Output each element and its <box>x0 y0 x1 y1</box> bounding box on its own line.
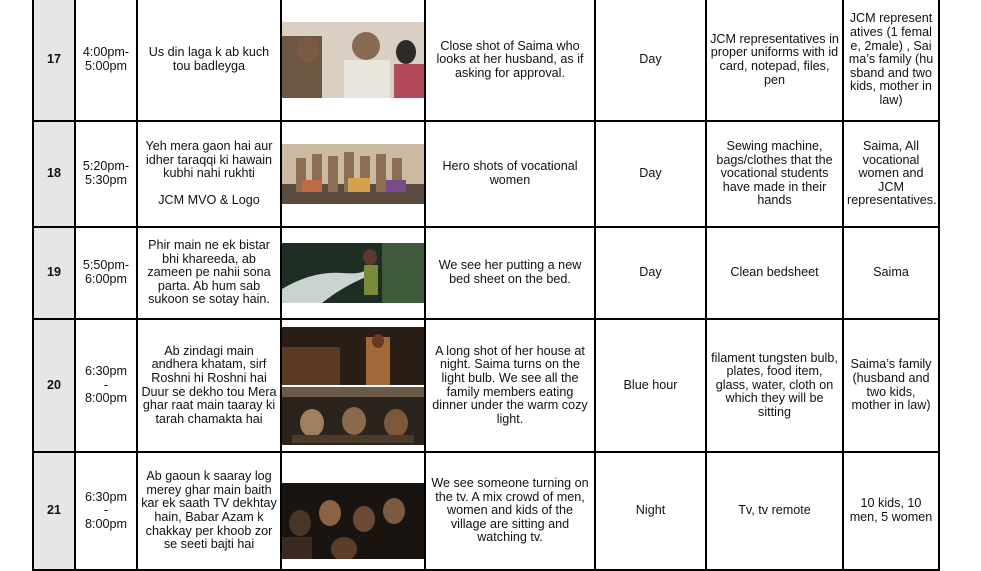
time-cell: 5:50pm- 6:00pm <box>75 227 137 319</box>
table-row <box>33 121 939 227</box>
time-of-day: Night <box>595 452 706 570</box>
table-row <box>33 0 939 121</box>
storyboard-frame <box>281 452 425 570</box>
shot-description: A long shot of her house at night. Saima turns on the light bulb. We see all the family members eating dinner under the warm cozy light. <box>425 319 595 452</box>
shot-description: Close shot of Saima who looks at her husband, as if asking for approval. <box>425 0 595 121</box>
dialogue-cell: Yeh mera gaon hai aur idher taraqqi ki hawain kubhi nahi rukhti JCM MVO & Logo <box>137 121 281 227</box>
scene-number: 17 <box>33 0 75 121</box>
shot-description: We see her putting a new bed sheet on the bed. <box>425 227 595 319</box>
storyboard-frame <box>281 227 425 319</box>
table-row <box>33 452 939 570</box>
storyboard-image <box>282 243 424 303</box>
cast-cell: JCM representatives (1 female, 2male) , Saima’s family (husband and two kids, mother in law) <box>843 0 939 121</box>
table-row <box>33 319 939 452</box>
time-cell: 5:20pm- 5:30pm <box>75 121 137 227</box>
time-of-day: Blue hour <box>595 319 706 452</box>
cast-cell: 10 kids, 10 men, 5 women <box>843 452 939 570</box>
props-cell: Tv, tv remote <box>706 452 843 570</box>
table-row <box>33 227 939 319</box>
time-cell: 4:00pm- 5:00pm <box>75 0 137 121</box>
storyboard-image <box>282 144 424 204</box>
storyboard-frame <box>281 0 425 121</box>
scene-number: 20 <box>33 319 75 452</box>
dialogue-cell: Phir main ne ek bistar bhi khareeda, ab zameen pe nahii sona parta. Ab hum sab sukoon se sotay hain. <box>137 227 281 319</box>
props-cell: filament tungsten bulb, plates, food item, glass, water, cloth on which they will be sitting <box>706 319 843 452</box>
time-of-day: Day <box>595 121 706 227</box>
cast-cell: Saima’s family (husband and two kids, mother in law) <box>843 319 939 452</box>
cast-cell: Saima, All vocational women and JCM representatives. <box>843 121 939 227</box>
shot-description: Hero shots of vocational women <box>425 121 595 227</box>
time-of-day: Day <box>595 227 706 319</box>
props-cell: JCM representatives in proper uniforms with id card, notepad, files, pen <box>706 0 843 121</box>
dialogue-cell: Us din laga k ab kuch tou badleyga <box>137 0 281 121</box>
shot-description: We see someone turning on the tv. A mix crowd of men, women and kids of the village are sitting and watching tv. <box>425 452 595 570</box>
storyboard-image <box>282 483 424 559</box>
storyboard-image <box>282 22 424 98</box>
shot-list-table <box>32 0 940 571</box>
scene-number: 19 <box>33 227 75 319</box>
props-cell: Clean bedsheet <box>706 227 843 319</box>
storyboard-image <box>282 327 424 445</box>
time-of-day: Day <box>595 0 706 121</box>
cast-cell: Saima <box>843 227 939 319</box>
storyboard-frame <box>281 319 425 452</box>
dialogue-cell: Ab gaoun k saaray log merey ghar main baith kar ek saath TV dekhtay hain, Babar Azam k chakkay per khoob zor se seeti bajti hai <box>137 452 281 570</box>
time-cell: 6:30pm - 8:00pm <box>75 319 137 452</box>
scene-number: 21 <box>33 452 75 570</box>
dialogue-cell: Ab zindagi main andhera khatam, sirf Roshni hi Roshni hai Duur se dekho tou Mera ghar raat main taaray ki tarah chamakta hai <box>137 319 281 452</box>
props-cell: Sewing machine, bags/clothes that the vocational students have made in their hands <box>706 121 843 227</box>
storyboard-frame <box>281 121 425 227</box>
time-cell: 6:30pm - 8:00pm <box>75 452 137 570</box>
scene-number: 18 <box>33 121 75 227</box>
